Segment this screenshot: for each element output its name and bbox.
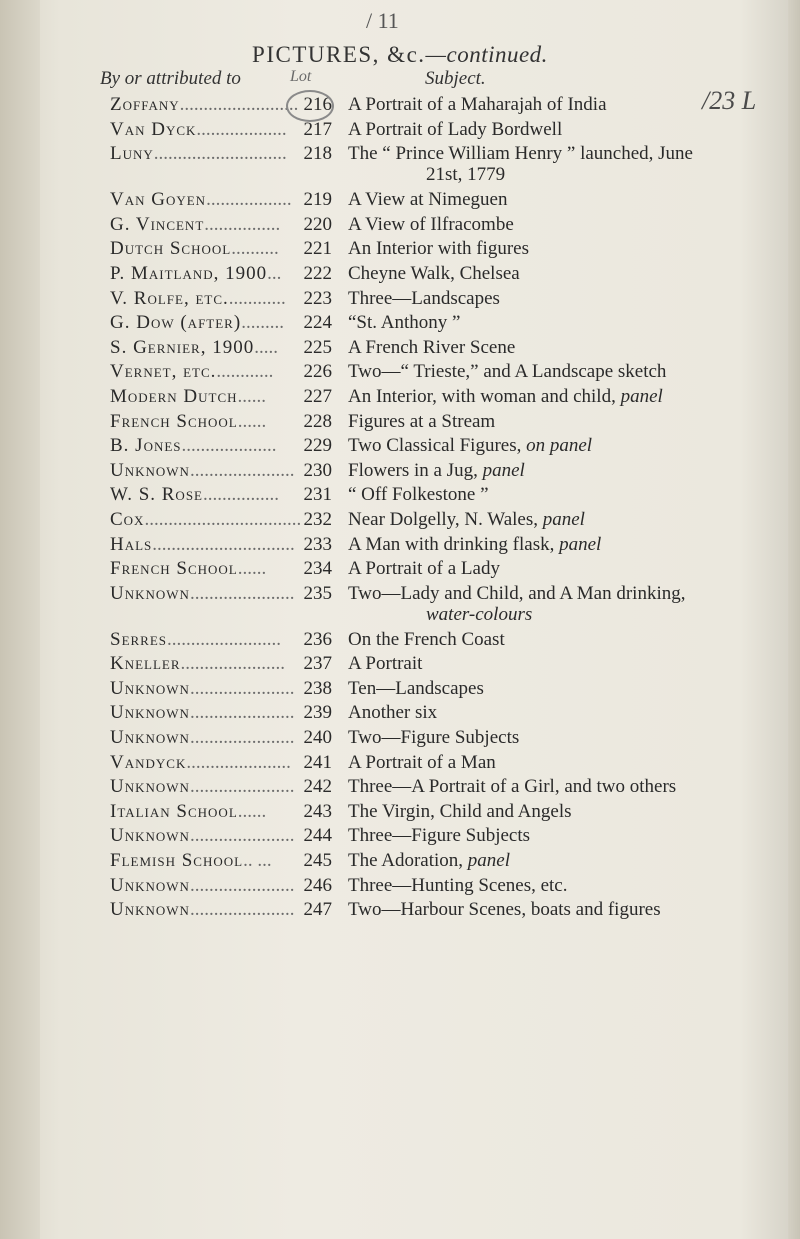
subject-description <box>348 189 796 210</box>
artist-label: Serres <box>110 628 168 650</box>
subject-text: Two—“ Trieste,” and A Landscape sketch <box>348 361 667 383</box>
running-title-main: PICTURES, &c. <box>252 42 426 67</box>
dot-leader: ................................. <box>144 508 302 530</box>
lot-number: 227 <box>303 385 332 407</box>
subject-description <box>348 119 796 140</box>
lot-number: 219 <box>303 189 332 211</box>
lot-number: 238 <box>303 677 332 699</box>
lot-number: 222 <box>303 262 332 284</box>
lot-number: 242 <box>303 776 332 798</box>
subject-description <box>348 702 796 723</box>
catalogue-entry <box>0 386 800 411</box>
dot-leader: ...... <box>237 558 267 580</box>
lot-number: 226 <box>303 361 332 383</box>
subject-text: A Man with drinking flask, <box>348 533 555 555</box>
catalogue-entry <box>0 509 800 534</box>
catalogue-entry <box>0 899 800 924</box>
artist-label: Unknown <box>110 899 190 921</box>
lot-number: 216 <box>303 94 332 115</box>
subject-text: A Portrait of a Man <box>348 751 496 773</box>
catalogue-entry <box>0 143 800 189</box>
subject-text: Ten—Landscapes <box>348 677 484 699</box>
dot-leader: ...................... <box>189 776 295 798</box>
artist-label: B. Jones <box>110 435 182 457</box>
catalogue-entry <box>0 484 800 509</box>
artist-label: Italian School <box>110 800 238 822</box>
subject-description <box>348 776 796 797</box>
subject-description <box>348 337 796 358</box>
subject-text: The “ Prince William Henry ” launched, June <box>348 143 693 165</box>
dot-leader: ...................... <box>189 899 295 921</box>
artist-label: P. Maitland, 1900 <box>110 262 268 284</box>
artist-label: French School <box>110 558 238 580</box>
subject-description <box>348 752 796 773</box>
artist-label: S. Gernier, 1900 <box>110 336 255 358</box>
artist-label: Flemish School <box>110 850 244 872</box>
dot-leader: ................ <box>203 484 279 506</box>
subject-description <box>348 460 796 481</box>
dot-leader: ............ <box>216 361 274 383</box>
subject-text: A French River Scene <box>348 336 516 358</box>
artist-label: Luny <box>110 143 154 165</box>
catalogue-entry <box>0 263 800 288</box>
catalogue-entry <box>0 583 800 629</box>
artist-label: G. Vincent <box>110 213 205 235</box>
catalogue-entry <box>0 776 800 801</box>
artist-label: Unknown <box>110 727 190 749</box>
catalogue-entry <box>0 411 800 436</box>
catalogue-entry <box>0 189 800 214</box>
subject-text: “St. Anthony ” <box>348 312 461 334</box>
subject-description <box>348 583 796 625</box>
subject-text: A View at Nimeguen <box>348 189 508 211</box>
lot-number: 217 <box>303 118 332 140</box>
artist-label: Modern Dutch <box>110 385 238 407</box>
artist-label: W. S. Rose <box>110 484 203 506</box>
catalogue-entry <box>0 678 800 703</box>
lot-number: 225 <box>303 336 332 358</box>
lot-number: 220 <box>303 213 332 235</box>
subject-text: Flowers in a Jug, <box>348 459 478 481</box>
artist-label: Hals <box>110 533 153 555</box>
dot-leader: ......... <box>241 312 284 334</box>
artist-label: Unknown <box>110 825 190 847</box>
subject-text: A View of Ilfracombe <box>348 213 514 235</box>
artist-label: Unknown <box>110 582 190 604</box>
subject-text: A Portrait of a Lady <box>348 558 500 580</box>
subject-text: Two—Lady and Child, and A Man drinking, <box>348 582 686 604</box>
catalogue-entry <box>0 460 800 485</box>
catalogue-entry <box>0 435 800 460</box>
catalogue-entry <box>0 288 800 313</box>
dot-leader: ................... <box>196 118 287 140</box>
subject-text: On the French Coast <box>348 628 505 650</box>
subject-description <box>348 825 796 846</box>
artist-label: Unknown <box>110 776 190 798</box>
dot-leader: .............................. <box>152 533 295 555</box>
lot-number: 231 <box>303 484 332 506</box>
lot-number: 240 <box>303 727 332 749</box>
lot-number: 237 <box>303 653 332 675</box>
dot-leader: ...................... <box>180 653 286 675</box>
artist-label: Cox <box>110 508 145 530</box>
artist-label: Unknown <box>110 459 190 481</box>
dot-leader: ...... <box>237 385 267 407</box>
subject-continuation: water-colours <box>426 603 533 625</box>
handwritten-price-annotation: /23 L <box>702 86 757 115</box>
running-title <box>0 42 800 68</box>
subject-description <box>348 558 796 579</box>
dot-leader: ................ <box>204 213 281 235</box>
subject-text: Cheyne Walk, Chelsea <box>348 262 520 284</box>
lot-number: 228 <box>303 410 332 432</box>
artist-label: Vernet, etc. <box>110 361 217 383</box>
catalogue-entry <box>0 801 800 826</box>
catalogue-entry <box>0 727 800 752</box>
lot-number: 224 <box>303 312 332 334</box>
subject-medium: panel <box>538 508 585 530</box>
dot-leader: ......................... <box>179 94 299 115</box>
dot-leader: ...................... <box>189 702 295 724</box>
dot-leader: .................. <box>206 189 292 211</box>
subject-text: An Interior with figures <box>348 238 529 260</box>
subject-description <box>348 411 796 432</box>
dot-leader: ...................... <box>189 727 295 749</box>
catalogue-entry <box>0 361 800 386</box>
lot-number: 230 <box>303 459 332 481</box>
dot-leader: ...................... <box>189 825 295 847</box>
subject-description <box>348 629 796 650</box>
subject-description <box>348 534 796 555</box>
subject-text: Three—Figure Subjects <box>348 825 531 847</box>
dot-leader: ..... <box>254 336 278 358</box>
artist-label: Unknown <box>110 702 190 724</box>
subject-description <box>348 312 796 333</box>
artist-label: Dutch School <box>110 238 232 260</box>
artist-label: French School <box>110 410 238 432</box>
lot-column-mark: Lot <box>290 68 312 85</box>
dot-leader: ............ <box>228 287 286 309</box>
catalogue-entry <box>0 312 800 337</box>
subject-text: Two Classical Figures, <box>348 435 522 457</box>
subject-description <box>348 263 796 284</box>
lot-number: 229 <box>303 435 332 457</box>
catalogue-entry <box>0 86 800 119</box>
catalogue-entries <box>0 86 800 924</box>
subject-text: “ Off Folkestone ” <box>348 484 489 506</box>
artist-label: Unknown <box>110 677 190 699</box>
artist-label: Van Dyck <box>110 118 197 140</box>
subject-description <box>348 361 796 382</box>
subject-text: Three—Hunting Scenes, etc. <box>348 874 568 896</box>
subject-description <box>348 727 796 748</box>
handwritten-circle-mark <box>286 90 334 122</box>
artist-label: G. Dow (after) <box>110 312 242 334</box>
subject-description <box>348 435 796 456</box>
lot-number: 218 <box>303 143 332 165</box>
lot-number: 246 <box>303 874 332 896</box>
subject-text: Three—Landscapes <box>348 287 500 309</box>
artist-label: Zoffany <box>110 94 180 115</box>
lot-number: 232 <box>303 508 332 530</box>
subject-description <box>348 484 796 505</box>
dot-leader: .......... <box>231 238 279 260</box>
subject-text: An Interior, with woman and child, <box>348 385 616 407</box>
dot-leader: ...................... <box>189 582 295 604</box>
dot-leader: ...... <box>237 800 267 822</box>
dot-leader: ............................ <box>153 143 287 165</box>
lot-number: 234 <box>303 558 332 580</box>
lot-number: 243 <box>303 800 332 822</box>
catalogue-entry <box>0 629 800 654</box>
dot-leader: ...................... <box>189 874 295 896</box>
subject-continuation: 21st, 1779 <box>426 164 506 186</box>
subject-description <box>348 653 796 674</box>
subject-medium: panel <box>463 850 510 872</box>
dot-leader: ...................... <box>186 751 291 773</box>
dot-leader: ...... <box>237 410 267 432</box>
dot-leader: ...................... <box>189 677 295 699</box>
subject-description <box>348 288 796 309</box>
catalogue-entry <box>0 558 800 583</box>
catalogue-entry <box>0 653 800 678</box>
subject-text: A Portrait of Lady Bordwell <box>348 118 563 140</box>
subject-text: A Portrait <box>348 653 423 675</box>
running-title-continued: —continued. <box>425 42 548 67</box>
subject-text: Another six <box>348 702 438 724</box>
artist-label: Kneller <box>110 653 181 675</box>
page-number: / 11 <box>366 8 399 33</box>
subject-description <box>348 875 796 896</box>
subject-description <box>348 238 796 259</box>
subject-text: The Virgin, Child and Angels <box>348 800 572 822</box>
lot-number: 247 <box>303 899 332 921</box>
subject-text: The Adoration, <box>348 850 464 872</box>
lot-number: 235 <box>303 582 332 604</box>
subject-description <box>348 850 796 871</box>
dot-leader: .................... <box>181 435 277 457</box>
catalogue-entry <box>0 702 800 727</box>
catalogue-entry <box>0 119 800 144</box>
dot-leader: ... <box>267 262 282 284</box>
subject-medium: on panel <box>521 435 593 457</box>
catalogue-entry <box>0 238 800 263</box>
subject-text: Near Dolgelly, N. Wales, <box>348 508 538 530</box>
lot-number: 236 <box>303 628 332 650</box>
subject-description <box>348 801 796 822</box>
subject-medium: panel <box>554 533 602 555</box>
lot-number: 221 <box>303 238 332 260</box>
lot-number: 241 <box>303 751 332 773</box>
catalogue-entry <box>0 534 800 559</box>
catalogue-entry <box>0 337 800 362</box>
catalogue-entry <box>0 214 800 239</box>
subject-medium: panel <box>615 385 663 407</box>
subject-column-heading: Subject. <box>425 68 486 89</box>
catalogue-entry <box>0 875 800 900</box>
subject-description <box>348 386 796 407</box>
artist-column-heading: By or attributed to <box>100 68 241 89</box>
subject-description <box>348 214 796 235</box>
artist-label: Unknown <box>110 874 190 896</box>
artist-label: Van Goyen <box>110 189 207 211</box>
subject-text: Two—Figure Subjects <box>348 727 520 749</box>
catalogue-entry <box>0 825 800 850</box>
subject-description <box>348 509 796 530</box>
dot-leader: .. ... <box>243 850 272 872</box>
artist-label: Vandyck <box>110 751 187 773</box>
catalogue-entry <box>0 850 800 875</box>
dot-leader: ........................ <box>167 628 282 650</box>
dot-leader: ...................... <box>189 459 295 481</box>
subject-text: A Portrait of a Maharajah of India <box>348 94 607 115</box>
artist-label: V. Rolfe, etc. <box>110 287 229 309</box>
subject-text: Figures at a Stream <box>348 410 496 432</box>
lot-number: 244 <box>303 825 332 847</box>
subject-description <box>348 899 796 920</box>
lot-number: 223 <box>303 287 332 309</box>
lot-number: 239 <box>303 702 332 724</box>
subject-text: Two—Harbour Scenes, boats and figures <box>348 899 661 921</box>
subject-description <box>348 678 796 699</box>
lot-number: 245 <box>303 850 332 872</box>
catalogue-entry <box>0 752 800 777</box>
subject-description <box>348 143 796 185</box>
subject-medium: panel <box>477 459 525 481</box>
subject-text: Three—A Portrait of a Girl, and two others <box>348 776 677 798</box>
lot-number: 233 <box>303 533 332 555</box>
